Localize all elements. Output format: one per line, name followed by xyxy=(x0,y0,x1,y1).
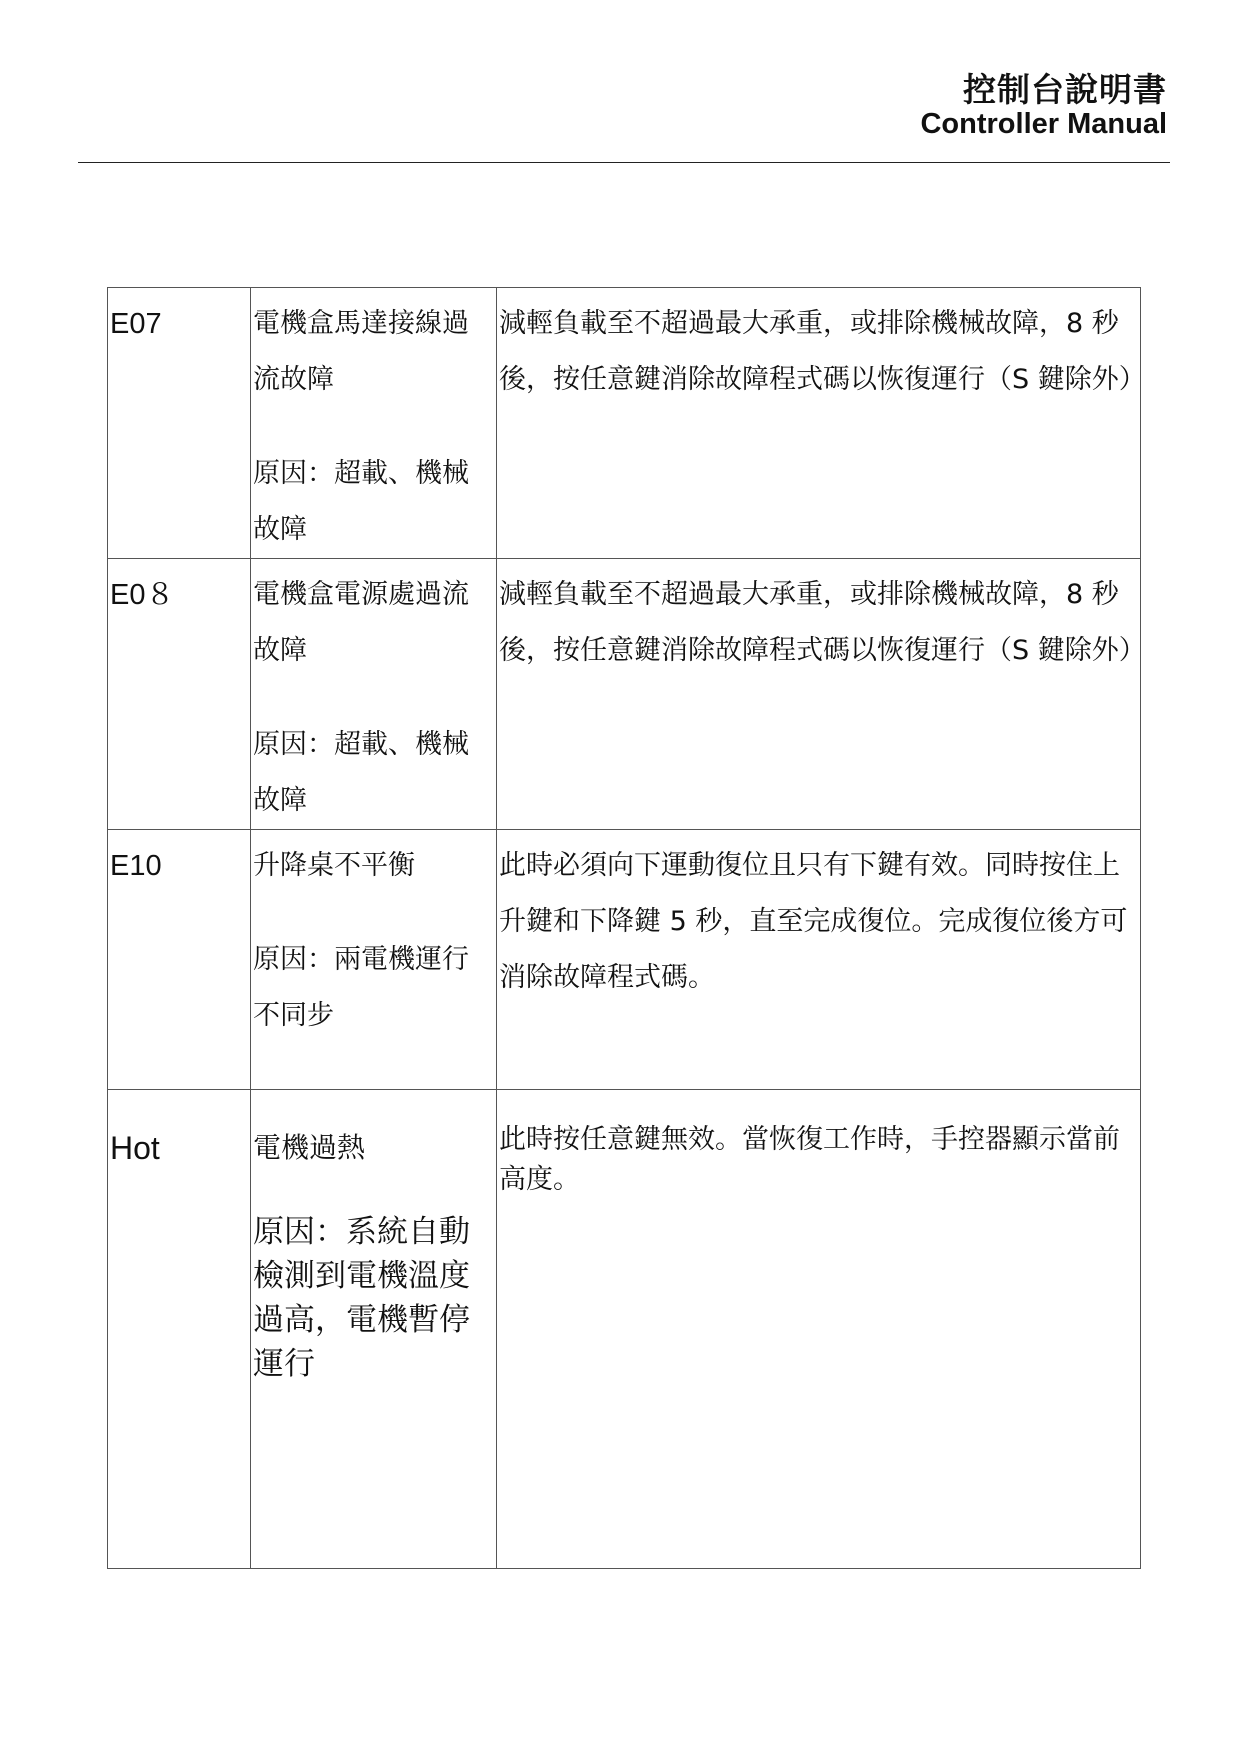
error-code-cell xyxy=(108,1090,251,1569)
table-row xyxy=(108,288,1141,559)
error-code: E07 xyxy=(110,308,162,340)
manual-subtitle: Controller Manual xyxy=(920,108,1167,140)
solution-text: 減輕負載至不超過最大承重，或排除機械故障，8 秒後，按任意鍵消除故障程式碼以恢復運行（S 鍵除外） xyxy=(499,579,1146,666)
fault-cause: 原因：超載、機械故障 xyxy=(253,458,469,545)
header-divider xyxy=(78,162,1170,163)
solution-text: 此時必須向下運動復位且只有下鍵有效。同時按住上升鍵和下降鍵 5 秒，直至完成復位。完成復位後方可消除故障程式碼。 xyxy=(499,850,1128,993)
fault-cell xyxy=(251,559,497,830)
fault-name: 電機盒電源處過流故障 xyxy=(253,579,469,666)
fault-cell xyxy=(251,830,497,1090)
fault-name: 電機盒馬達接線過流故障 xyxy=(253,308,469,395)
manual-title: 控制台說明書 xyxy=(963,70,1167,109)
fault-cause: 原因：系統自動檢測到電機溫度過高，電機暫停運行 xyxy=(253,1214,470,1382)
solution-cell xyxy=(497,288,1146,559)
table-row xyxy=(108,830,1141,1090)
solution-text: 減輕負載至不超過最大承重，或排除機械故障，8 秒後，按任意鍵消除故障程式碼以恢復運行（S 鍵除外） xyxy=(499,308,1146,395)
solution-text: 此時按任意鍵無效。當恢復工作時，手控器顯示當前高度。 xyxy=(499,1124,1120,1195)
error-code: Hot xyxy=(110,1130,160,1166)
error-code: E0８ xyxy=(110,579,175,611)
error-code-cell xyxy=(108,559,251,830)
fault-cell xyxy=(251,288,497,559)
table-row xyxy=(108,1090,1141,1569)
error-code: E10 xyxy=(110,850,162,882)
error-code-cell xyxy=(108,288,251,559)
solution-cell xyxy=(497,559,1146,830)
fault-name: 升降桌不平衡 xyxy=(253,850,415,881)
error-code-cell xyxy=(108,830,251,1090)
fault-cell xyxy=(251,1090,497,1569)
error-code-table xyxy=(107,287,1146,1569)
fault-cause: 原因：超載、機械故障 xyxy=(253,729,469,816)
solution-cell xyxy=(497,830,1141,1090)
fault-cause: 原因：兩電機運行不同步 xyxy=(253,944,469,1031)
table-row xyxy=(108,559,1141,830)
fault-name: 電機過熱 xyxy=(253,1131,366,1164)
solution-cell xyxy=(497,1090,1141,1569)
